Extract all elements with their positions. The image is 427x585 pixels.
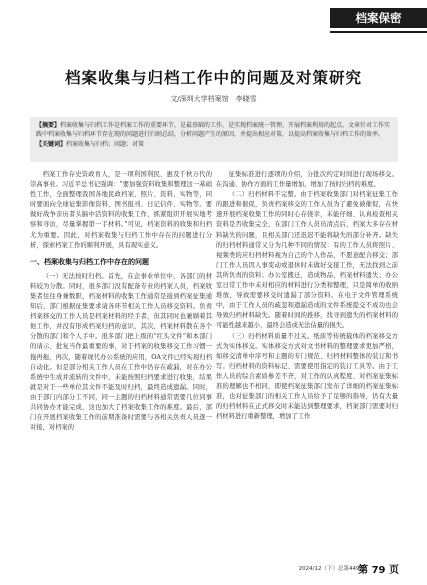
keywords-label: 【关键词】: [36, 141, 67, 148]
keywords-text: 档案收集与归档；问题；对策: [66, 141, 145, 148]
article-title: 档案收集与归档工作中的问题及对策研究: [64, 69, 362, 87]
left-column: [30, 170, 212, 433]
abstract-label: 【摘要】: [36, 122, 61, 129]
keywords: [36, 140, 392, 149]
section-heading: 一、档案收集与归档工作中存在的问题: [30, 257, 149, 266]
section-tag: 档案保密: [330, 8, 427, 28]
abstract-text: 档案收集与归档工作是档案工作的重要环节，是最基础的工作，是实现档案统一管理、开展档案利用的起点。文章针对工作实践中档案收集与归档环节存在现的问题进行归纳总结，分析问题产生的原因，并提出相应对策，以提高档案收集与归档工作的效率。: [36, 122, 391, 138]
page-number: 第 79 页: [358, 565, 399, 576]
page-footer: [0, 561, 427, 577]
right-column: [216, 170, 398, 422]
header-rule: [330, 31, 427, 33]
abstract: [36, 121, 392, 139]
article-author: 文/深圳大学档案馆 李晓雪: [170, 95, 257, 103]
paragraph: （一）无法按时归档。首先，在企事业单位中，各部门的材料较为分散。同时，很多部门没有配备专业的档案人员，档案收集者往往身兼数职，档案材料的收集工作通常是接到档案征集通知后，部门根据征集要求请各环节相关工作人员移交资料。负责档案移交的工作人员是档案材料的经手者，但其同时也兼顾着其他工作，并没有形成档案归档的意识，其次，档案材料散在各个分散的部门和个人手中。很多部门把上级的“红头文件”和本部门的请示、批复当作最重要的事，对于档案的收集移交工作习惯一拖再拖，再次，随着现代办公系统的应用，OA文件已经实现归档自动化。但是部分相关工作人员在工作中仍存在疏漏，对在办公系统中生成并流转的文件中，未能按照归档要求进行收集，结果就是对于一些单位其文件不能及时归档，最终造成遗漏。同时，由于部门内部分工不同，同一主题的归档材料通常需要几位同事共同协办才能完成，这也加大了档案收集工作的难度。最后，部门在开展档案收集工作的前期准备时需要与各相关负责人员逐一对接，对档案的: [30, 272, 212, 432]
issue-label: 2024/12（下）总第449期: [298, 566, 365, 572]
paragraph: （三）归档材料质量不过关。纸质等传统载体的档案移交方式为实体移交。实体移交方式对文书材料的整理要求更加严格，如移交清单中序号和主题的专门规范、归档材料整体的装订和书写。归档材料的资料标记、需要使用指定的装订工具等。由于工作人员的综合素质参差不齐，对工作的认真程度、对档案征集标准的理解也不相同，即使档案征集部门发布了详细的档案征集标准，也对征集部门的相关工作人员给予了足够的指导，仍有大量的归档材料在正式移交时未能达到整理要求，档案部门需要对归档材料进行重新整理，增加了工作: [216, 332, 398, 421]
paragraph: 征集标准进行逐项的介绍，分批次约定时间进行现场移交。在沟通、协作方面的工作量增加，增加了按时归档的难度。: [216, 171, 398, 189]
paragraph: 档案工作存史资政育人，是一项利国利民、惠及千秋万代的崇高事业。习近平总书记强调：“要加强资料收集和整理这一基础性工作，全面整理我国各地民政档案、照片、资料、实物等，同时要面向全球征集影像资料、图书报刊、日记信件、实物等。要做好战争亲历者头脑中活资料的收集工作，抓紧组织开展实地考察和寻访，尽量掌握第一手材料。”可见，档案资料的收集和归档尤为重要。因此，对档案收集与归档工作中存在的问题进行分析，探索档案工作的顺利开展，具有现实意义。: [30, 171, 212, 249]
abstract-box: [30, 117, 398, 162]
paragraph: （二）归档材料不完整。由于档案收集部门对档案征集工作的跟进和催促，负责档案移交的工作人员为了避免被催促，在快速开展档案收集工作的同时心存侥幸，未能仔细、认真检查相关资料是否收集完全，在部门工作人员员清点后，档案大多存在材料缺失的问题，且相关部门还迟迟不能将缺失的部分补齐。缺失的归档材料通常又分为几种不同的情况：有的工作人员将照片、视频类的应归档材料视为自己的个人作品，不愿意配合移交；部门工作人员因人事变动或退休时未做好交接工作，无法找到之前其所负责的资料；办公室搬迁，造成物品、档案材料遗失；办公室日常工作中未对相应的材料进行分类和整理，只是简单的收纳堆放，导致需要移交时遗漏了部分资料。在电子文件管理系统中，由于工作人员的疏忽和遗漏造成的文件系统提交不成功也会导致归档材料缺失。随着时间的推移，找寻到遗失的档案材料的可能性越来越小，最终会造成无法估量的损失。: [216, 191, 398, 330]
